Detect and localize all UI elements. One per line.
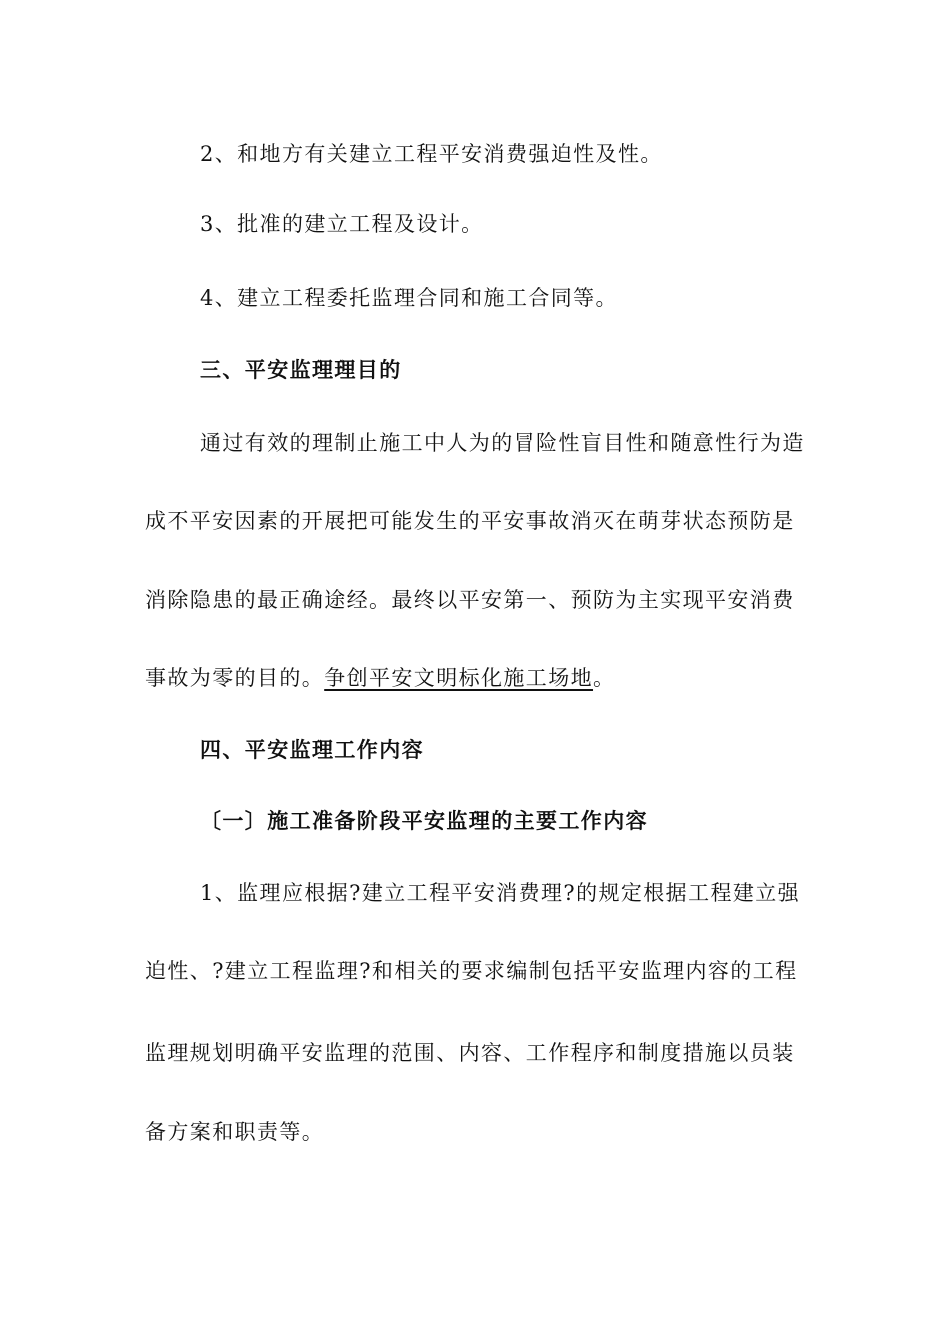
paragraph-line: 1、监理应根据?建立工程平安消费理?的规定根据工程建立强	[200, 881, 801, 905]
underlined-text: 争创平安文明标化施工场地	[324, 666, 594, 690]
paragraph-end-punctuation: 。	[593, 666, 616, 690]
section-heading-4: 四、平安监理工作内容	[200, 737, 424, 762]
paragraph-line: 迫性、?建立工程监理?和相关的要求编制包括平安监理内容的工程	[145, 959, 798, 983]
paragraph-line: 消除隐患的最正确途经。最终以平安第一、预防为主实现平安消费	[145, 588, 795, 612]
paragraph-line: 成不平安因素的开展把可能发生的平安事故消灭在萌芽状态预防是	[145, 509, 795, 533]
paragraph-text: 事故为零的目的。	[145, 666, 325, 690]
list-item-4: 4、建立工程委托监理合同和施工合同等。	[200, 286, 618, 310]
paragraph-line: 监理规划明确平安监理的范围、内容、工作程序和制度措施以员装	[145, 1041, 795, 1065]
subsection-heading-1: 〔一〕施工准备阶段平安监理的主要工作内容	[200, 808, 648, 833]
section-heading-3: 三、平安监理理目的	[200, 357, 402, 382]
paragraph-line: 通过有效的理制止施工中人为的冒险性盲目性和随意性行为造	[200, 431, 805, 455]
paragraph-line: 备方案和职责等。	[145, 1120, 325, 1144]
paragraph-line-mixed	[145, 663, 815, 693]
list-item-3: 3、批准的建立工程及设计。	[200, 212, 484, 236]
list-item-2: 2、和地方有关建立工程平安消费强迫性及性。	[200, 142, 663, 166]
